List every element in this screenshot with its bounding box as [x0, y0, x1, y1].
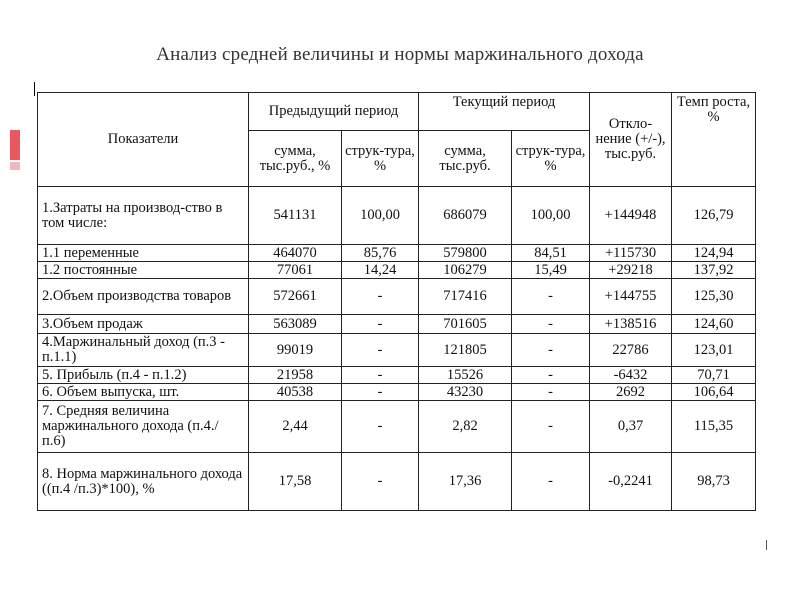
cell-growth: 70,71: [672, 367, 756, 384]
cell-sum-cur: 15526: [419, 367, 512, 384]
cell-deviation: +138516: [590, 315, 672, 334]
cell-struct-prev: -: [342, 384, 419, 401]
cell-struct-prev: -: [342, 279, 419, 315]
row-label: 4.Маржинальный доход (п.3 - п.1.1): [38, 334, 249, 367]
header-indicators: Показатели: [38, 93, 249, 187]
cell-growth: 124,60: [672, 315, 756, 334]
header-cur-period: Текущий период: [419, 93, 590, 131]
cell-sum-cur: 717416: [419, 279, 512, 315]
cell-growth: 125,30: [672, 279, 756, 315]
header-sum-cur: сумма, тыс.руб.: [419, 131, 512, 187]
cell-sum-prev: 572661: [249, 279, 342, 315]
cell-sum-cur: 121805: [419, 334, 512, 367]
cell-sum-cur: 106279: [419, 262, 512, 279]
cell-sum-prev: 2,44: [249, 401, 342, 453]
cell-sum-cur: 701605: [419, 315, 512, 334]
row-label: 3.Объем продаж: [38, 315, 249, 334]
bottom-tick: [766, 540, 767, 550]
row-label: 7. Средняя величина маржинального дохода (п.4./ п.6): [38, 401, 249, 453]
header-struct-prev: струк-тура, %: [342, 131, 419, 187]
cell-sum-prev: 99019: [249, 334, 342, 367]
cell-struct-prev: 100,00: [342, 187, 419, 245]
decorative-pink-mark: [10, 162, 20, 170]
cell-deviation: +144948: [590, 187, 672, 245]
cell-struct-prev: 85,76: [342, 245, 419, 262]
decorative-red-mark: [10, 130, 20, 160]
cell-growth: 123,01: [672, 334, 756, 367]
row-label: 8. Норма маржинального дохода ((п.4 /п.3)*100), %: [38, 453, 249, 511]
cell-sum-prev: 77061: [249, 262, 342, 279]
row-label: 2.Объем производства товаров: [38, 279, 249, 315]
row-label: 1.1 переменные: [38, 245, 249, 262]
table-row: [38, 315, 756, 334]
cell-struct-prev: -: [342, 453, 419, 511]
cell-growth: 126,79: [672, 187, 756, 245]
cell-struct-cur: -: [512, 334, 590, 367]
cell-struct-cur: -: [512, 401, 590, 453]
cell-deviation: +144755: [590, 279, 672, 315]
cell-sum-prev: 541131: [249, 187, 342, 245]
table-row: [38, 453, 756, 511]
table-row: [38, 334, 756, 367]
cell-sum-cur: 2,82: [419, 401, 512, 453]
cell-deviation: 2692: [590, 384, 672, 401]
cell-deviation: +115730: [590, 245, 672, 262]
cell-struct-prev: 14,24: [342, 262, 419, 279]
header-prev-period: Предыдущий период: [249, 93, 419, 131]
cell-sum-prev: 17,58: [249, 453, 342, 511]
cell-struct-cur: -: [512, 279, 590, 315]
cell-growth: 137,92: [672, 262, 756, 279]
table-row: [38, 245, 756, 262]
header-growth: Темп роста, %: [672, 93, 756, 187]
cell-growth: 115,35: [672, 401, 756, 453]
table-body: [38, 187, 756, 511]
cell-growth: 98,73: [672, 453, 756, 511]
cell-deviation: -6432: [590, 367, 672, 384]
cell-sum-prev: 563089: [249, 315, 342, 334]
cell-struct-prev: -: [342, 334, 419, 367]
cell-struct-prev: -: [342, 367, 419, 384]
cell-struct-cur: 100,00: [512, 187, 590, 245]
cell-deviation: 0,37: [590, 401, 672, 453]
cell-struct-cur: -: [512, 384, 590, 401]
cell-struct-prev: -: [342, 401, 419, 453]
table-row: [38, 187, 756, 245]
table-row: [38, 279, 756, 315]
cell-sum-prev: 21958: [249, 367, 342, 384]
row-label: 5. Прибыль (п.4 - п.1.2): [38, 367, 249, 384]
header-deviation: Откло-нение (+/-), тыс.руб.: [590, 93, 672, 187]
table-row: [38, 367, 756, 384]
cell-struct-cur: -: [512, 315, 590, 334]
header-sum-prev: сумма, тыс.руб., %: [249, 131, 342, 187]
table-row: [38, 262, 756, 279]
cell-sum-cur: 17,36: [419, 453, 512, 511]
cell-struct-cur: 15,49: [512, 262, 590, 279]
cell-struct-cur: -: [512, 453, 590, 511]
cell-deviation: 22786: [590, 334, 672, 367]
cell-deviation: -0,2241: [590, 453, 672, 511]
cell-struct-cur: 84,51: [512, 245, 590, 262]
row-label: 1.Затраты на производ-ство в том числе:: [38, 187, 249, 245]
cell-struct-prev: -: [342, 315, 419, 334]
table-row: [38, 401, 756, 453]
cell-growth: 106,64: [672, 384, 756, 401]
row-label: 1.2 постоянные: [38, 262, 249, 279]
cell-sum-cur: 579800: [419, 245, 512, 262]
page-title: Анализ средней величины и нормы маржинального дохода: [156, 44, 644, 65]
cell-growth: 124,94: [672, 245, 756, 262]
cell-sum-cur: 686079: [419, 187, 512, 245]
header-struct-cur: струк-тура, %: [512, 131, 590, 187]
cell-sum-cur: 43230: [419, 384, 512, 401]
margin-analysis-table: [37, 92, 756, 511]
cell-deviation: +29218: [590, 262, 672, 279]
corner-tick: [34, 82, 35, 96]
cell-sum-prev: 40538: [249, 384, 342, 401]
row-label: 6. Объем выпуска, шт.: [38, 384, 249, 401]
cell-sum-prev: 464070: [249, 245, 342, 262]
cell-struct-cur: -: [512, 367, 590, 384]
table-row: [38, 384, 756, 401]
